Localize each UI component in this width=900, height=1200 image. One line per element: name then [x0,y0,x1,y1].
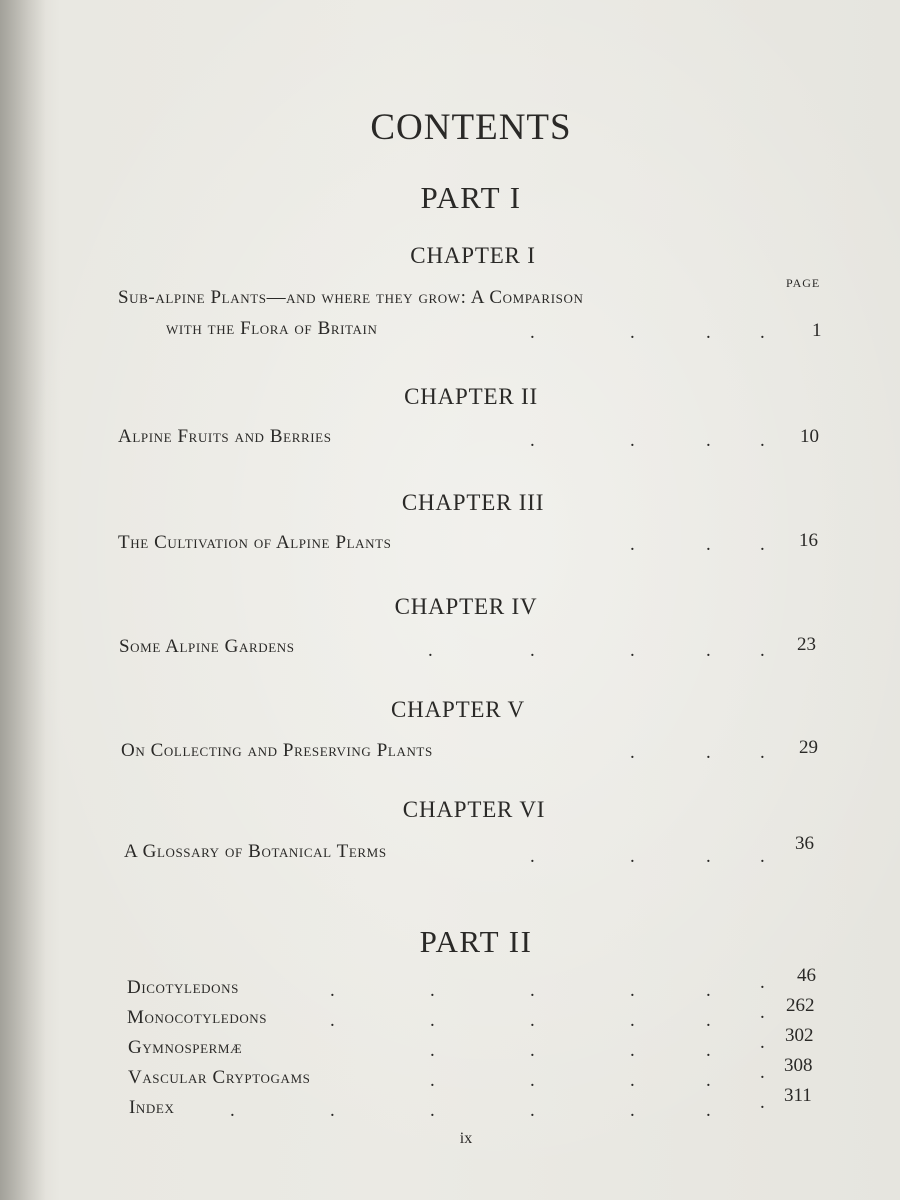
toc-entry: Some Alpine Gardens [119,636,295,657]
toc-page-number: 1 [812,320,822,341]
toc-entry: A Glossary of Botanical Terms [124,841,387,862]
toc-entry: Index [129,1097,175,1118]
toc-page-number: 311 [784,1085,812,1106]
toc-entry: Monocotyledons [127,1007,268,1028]
contents-title: CONTENTS [370,107,572,148]
page-folio: ix [459,1130,473,1147]
page-column-label: PAGE [786,276,821,290]
chapter-heading: CHAPTER V [391,697,525,722]
toc-page-number: 29 [799,737,818,758]
toc-page-number: 262 [786,995,815,1016]
toc-entry: Vascular Cryptogams [128,1067,311,1088]
toc-entry: Sub-alpine Plants—and where they grow: A Comparison [118,287,584,308]
book-page: CONTENTS PART I CHAPTER I PAGE Sub-alpine Plants—and where they grow: A Comparison with the Flora of Britain 1 CHAPTER II Alpine Fruits and Berries 10 CHAPTER III The Cultivation of Alpine Plants 16 CHAPTER IV Some Alpine Gardens 23 CHAPTER V On Collecting and Preserving Plants 29 CHAPTER VI A Glossary of Botanical Terms 36 PART II Dicotyledons 46 Monocotyledons 262 Gymnospermæ 302 Vascular Cryptogams 308 Index 311 ix . . . . . . . . . . . . . . . . . . . . . . . . . . . . . . . . . . . . . . . . . . . . . . . . . . . . [0,0,900,1200]
part-two-heading: PART II [419,924,533,959]
toc-entry-continuation: with the Flora of Britain [166,318,378,339]
toc-entry: The Cultivation of Alpine Plants [118,532,392,553]
toc-entry: Gymnospermæ [128,1037,243,1058]
toc-page-number: 23 [797,634,816,655]
toc-page-number: 10 [800,426,819,447]
part-one-heading: PART I [420,180,522,215]
toc-page-number: 16 [799,530,818,551]
chapter-heading: CHAPTER IV [394,594,538,619]
toc-page-number: 302 [785,1025,814,1046]
toc-entry: Dicotyledons [127,977,239,998]
toc-entry: Alpine Fruits and Berries [118,426,332,447]
chapter-heading: CHAPTER VI [402,797,546,822]
chapter-heading: CHAPTER II [404,384,538,409]
chapter-heading: CHAPTER III [401,490,545,515]
spine-shadow [0,0,46,1200]
toc-page-number: 36 [795,833,814,854]
toc-page-number: 46 [797,965,816,986]
toc-page-number: 308 [784,1055,813,1076]
chapter-heading: CHAPTER I [410,243,536,268]
toc-entry: On Collecting and Preserving Plants [121,740,433,761]
